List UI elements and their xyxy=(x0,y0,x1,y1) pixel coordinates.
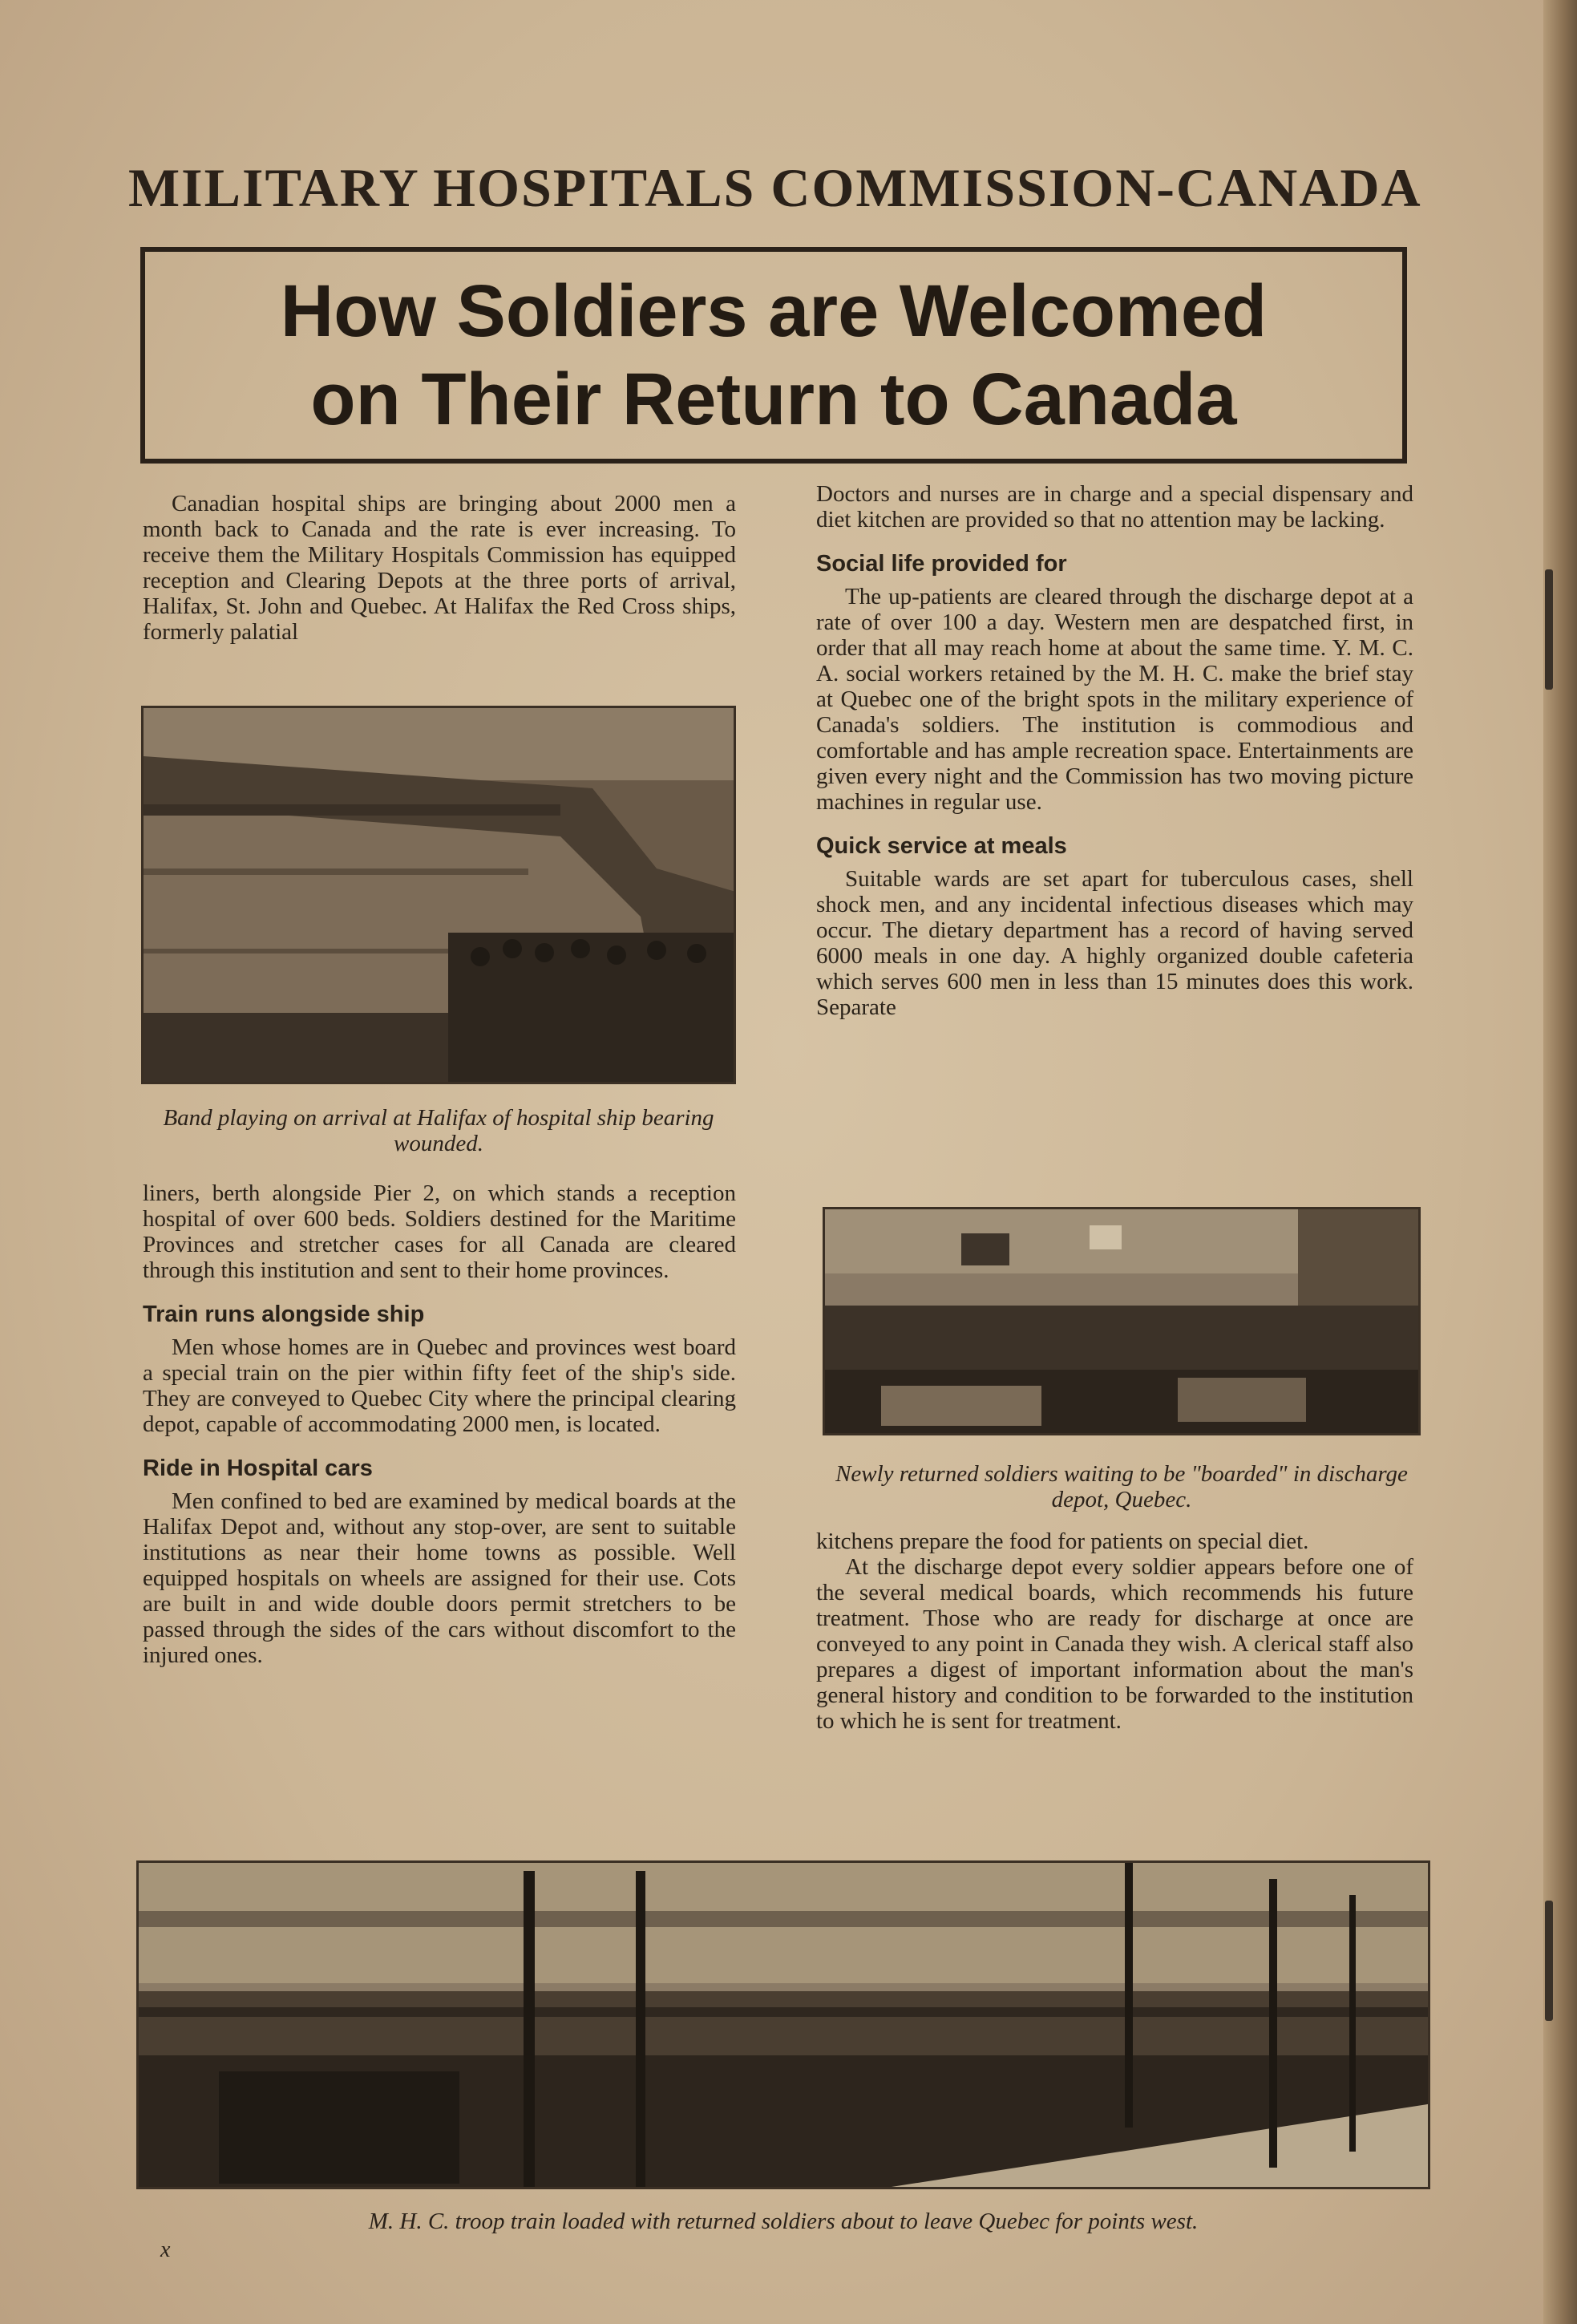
headline-line-2: on Their Return to Canada xyxy=(310,358,1237,440)
paragraph: At the discharge depot every soldier appears before one of the several medical boards, which recommends his future treatment. Those who are ready for discharge at once are conveyed to any point in Canada they wish. A clerical staff also prepares a digest of important information about the man's general history and condition to be forwarded to the institution to which he is sent for treatment. xyxy=(816,1554,1413,1734)
page-number: x xyxy=(160,2237,171,2262)
photo-halifax-caption: Band playing on arrival at Halifax of hospital ship bearing wounded. xyxy=(163,1105,714,1156)
paragraph: Suitable wards are set apart for tuberculous cases, shell shock men, and any incidental infectious diseases which may occur. The dietary department has a record of having served 6000 meals in one day. A highly organized double cafeteria which serves 600 men in less than 15 minutes does this work. Separate xyxy=(816,866,1413,1020)
right-column-bottom xyxy=(816,1528,1413,1734)
photo-troop-train-image xyxy=(139,1863,1430,2189)
paragraph: Men whose homes are in Quebec and provinces west board a special train on the pier within fifty feet of the ship's side. They are conveyed to Quebec City where the principal clearing depot, capable of accommodating 2000 men, is located. xyxy=(143,1334,736,1437)
photo-halifax-ship xyxy=(141,706,736,1084)
section-heading-meals: Quick service at meals xyxy=(816,833,1067,859)
masthead: MILITARY HOSPITALS COMMISSION-CANADA xyxy=(128,157,1422,218)
binding-staple xyxy=(1545,1901,1553,2021)
paragraph: liners, berth alongside Pier 2, on which stands a reception hospital of over 600 beds. Soldiers destined for the Maritime Provinces and stretcher cases for all Canada are cleared through this institution and sent to their home provinces. xyxy=(143,1180,736,1283)
paragraph: Men confined to bed are examined by medical boards at the Halifax Depot and, without any stop-over, are sent to suitable institutions as near their home towns as possible. Well equipped hospitals on wheels are assigned for their use. Cots are built in and wide double doors permit stretchers to be passed through the sides of the cars without discomfort to the injured ones. xyxy=(143,1488,736,1668)
paragraph: Canadian hospital ships are bringing about 2000 men a month back to Canada and the rate is ever increasing. To receive them the Military Hospitals Commission has equipped reception and Clearing Depots at the three ports of arrival, Halifax, St. John and Quebec. At Halifax the Red Cross ships, formerly palatial xyxy=(143,491,736,645)
left-column-body xyxy=(143,1180,736,1668)
left-column-intro xyxy=(143,491,736,645)
photo-troop-train-caption: M. H. C. troop train loaded with returned soldiers about to leave Quebec for points west. xyxy=(368,2209,1199,2234)
photo-discharge-depot xyxy=(823,1207,1421,1435)
headline-box xyxy=(140,247,1407,464)
headline-line-1: How Soldiers are Welcomed xyxy=(280,270,1268,352)
paragraph: Doctors and nurses are in charge and a special dispensary and diet kitchen are provided so that no attention may be lacking. xyxy=(816,481,1413,532)
photo-discharge-caption: Newly returned soldiers waiting to be "boarded" in discharge depot, Quebec. xyxy=(835,1461,1408,1512)
section-heading-hospital-cars: Ride in Hospital cars xyxy=(143,1456,373,1481)
photo-halifax-ship-image xyxy=(144,708,736,1084)
section-heading-social: Social life provided for xyxy=(816,551,1067,577)
photo-troop-train xyxy=(136,1860,1430,2189)
paragraph: kitchens prepare the food for patients on special diet. xyxy=(816,1528,1309,1554)
right-column-top xyxy=(816,481,1413,1020)
binding-staple xyxy=(1545,569,1553,690)
photo-discharge-depot-image xyxy=(825,1209,1421,1435)
paragraph: The up-patients are cleared through the discharge depot at a rate of over 100 a day. Western men are despatched first, in order that all may reach home at about the same time. Y. M. C. A. social workers retained by the M. H. C. make the brief stay at Quebec one of the bright spots in the military experience of Canada's soldiers. The institution is commodious and comfortable and has ample recreation space. Entertainments are given every night and the Commission has two moving picture machines in regular use. xyxy=(816,584,1413,815)
section-heading-train: Train runs alongside ship xyxy=(143,1302,425,1327)
